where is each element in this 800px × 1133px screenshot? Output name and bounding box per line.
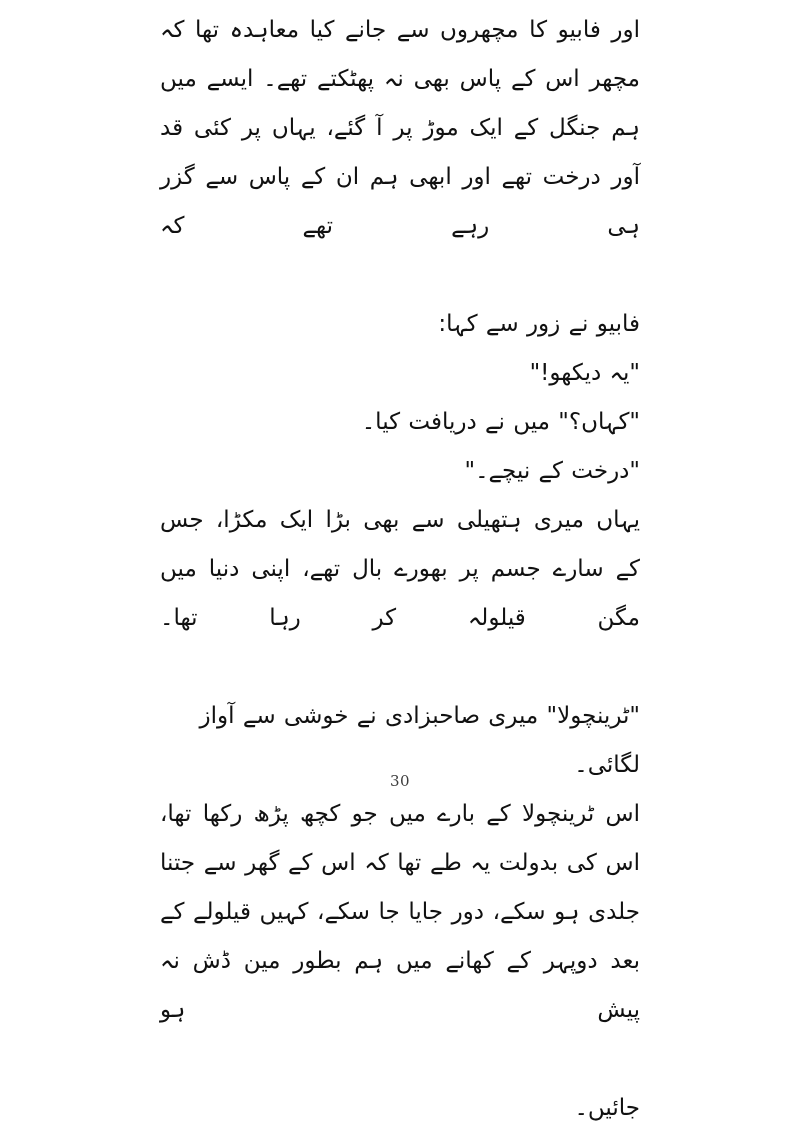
dialogue-look-at-this: "یہ دیکھو!": [529, 360, 640, 386]
dialogue-where-question: "کہاں؟" میں نے دریافت کیا۔: [361, 409, 640, 435]
paragraph-fabio-speech-intro: فابیو نے زور سے کہا:: [438, 311, 640, 337]
paragraph-closing-word: جائیں۔: [574, 1095, 640, 1121]
paragraph-tarantula-reflection: اس ٹرینچولا کے بارے میں جو کچھ پڑھ رکھا تھا، اس کی بدولت یہ طے تھا کہ اس کے گھر سے جتنا جلدی ہو سکے، دور جایا جا سکے، کہیں قیلولے کے بعد دوپہر کے کھانے میں ہم بطور مین ڈش نہ پیش ہو: [160, 801, 640, 1023]
dialogue-under-the-tree: "درخت کے نیچے۔": [464, 458, 640, 484]
page-text-block: [160, 6, 640, 1133]
dialogue-tarantula-exclamation: "ٹرینچولا" میری صاحبزادی نے خوشی سے آواز لگائی۔: [199, 703, 640, 778]
page-number: 30: [389, 772, 411, 790]
paragraph-opening-narration: اور فابیو کا مچھروں سے جانے کیا معاہدہ تھا کہ مچھر اس کے پاس بھی نہ پھٹکتے تھے۔ ایسے میں ہم جنگل کے ایک موڑ پر آ گئے، یہاں پر کئی قد آور درخت تھے اور ابھی ہم ان کے پاس سے گزر ہی رہے تھے کہ: [160, 17, 640, 239]
paragraph-spider-description: یہاں میری ہتھیلی سے بھی بڑا ایک مکڑا، جس کے سارے جسم پر بھورے بال تھے، اپنی دنیا میں مگن قیلولہ کر رہا تھا۔: [160, 507, 640, 631]
